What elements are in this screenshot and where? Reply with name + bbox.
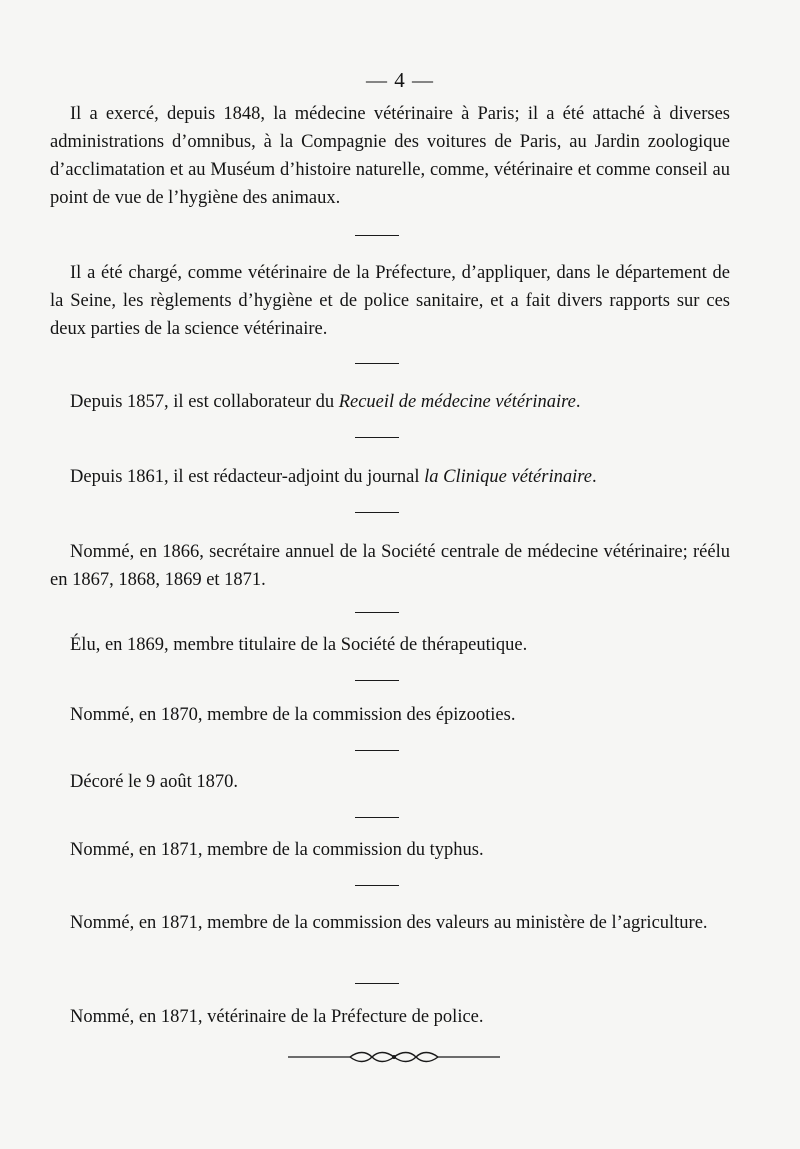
section-rule [355, 983, 399, 984]
section-rule [355, 235, 399, 236]
paragraph-clinique-suffix: . [591, 467, 597, 487]
paragraph-recueil [50, 388, 730, 416]
section-rule [355, 612, 399, 613]
paragraph-decore: Décoré le 9 août 1870. [70, 772, 238, 792]
paragraph-prefecture-duties: Il a été chargé, comme vétérinaire de la Préfecture, d’appliquer, dans le département de la Seine, les règlements d’hygiène et de police sanitaire, et a fait divers rapports sur ces deux parties de la science vétérinaire. [50, 263, 730, 339]
section-rule [355, 817, 399, 818]
paragraph-clinique-prefix: Depuis 1861, il est rédacteur-adjoint du journal [70, 467, 425, 487]
section-rule [355, 680, 399, 681]
section-rule [355, 512, 399, 513]
paragraph-prefecture-police: Nommé, en 1871, vétérinaire de la Préfecture de police. [70, 1007, 484, 1027]
paragraph-career: Il a exercé, depuis 1848, la médecine vétérinaire à Paris; il a été attaché à diverses administrations d’omnibus, à la Compagnie des voitures de Paris, au Jardin zoologique d’acclimatation et au Muséum d’histoire naturelle, comme, vétérinaire et comme conseil au point de vue de l’hygiène des animaux. [50, 104, 730, 208]
section-rule [355, 750, 399, 751]
ornament-divider-icon [288, 1047, 500, 1067]
paragraph-secretaire: Nommé, en 1866, secrétaire annuel de la Société centrale de médecine vétérinaire; réélu en 1867, 1868, 1869 et 1871. [50, 542, 730, 590]
paragraph-clinique [50, 463, 730, 491]
paragraph-therapeutique: Élu, en 1869, membre titulaire de la Société de thérapeutique. [70, 635, 528, 655]
paragraph-typhus: Nommé, en 1871, membre de la commission du typhus. [70, 840, 484, 860]
paragraph-recueil-title: Recueil de médecine vétérinaire [338, 392, 576, 412]
paragraph-recueil-prefix: Depuis 1857, il est collaborateur du [70, 392, 339, 412]
paragraph-valeurs: Nommé, en 1871, membre de la commission des valeurs au ministère de l’agriculture. [70, 913, 708, 933]
section-rule [355, 363, 399, 364]
section-rule [355, 437, 399, 438]
paragraph-clinique-title: la Clinique vétérinaire [424, 467, 592, 487]
paragraph-recueil-suffix: . [575, 392, 581, 412]
page-number: — 4 — [366, 68, 434, 92]
section-rule [355, 885, 399, 886]
paragraph-epizooties: Nommé, en 1870, membre de la commission des épizooties. [70, 705, 516, 725]
